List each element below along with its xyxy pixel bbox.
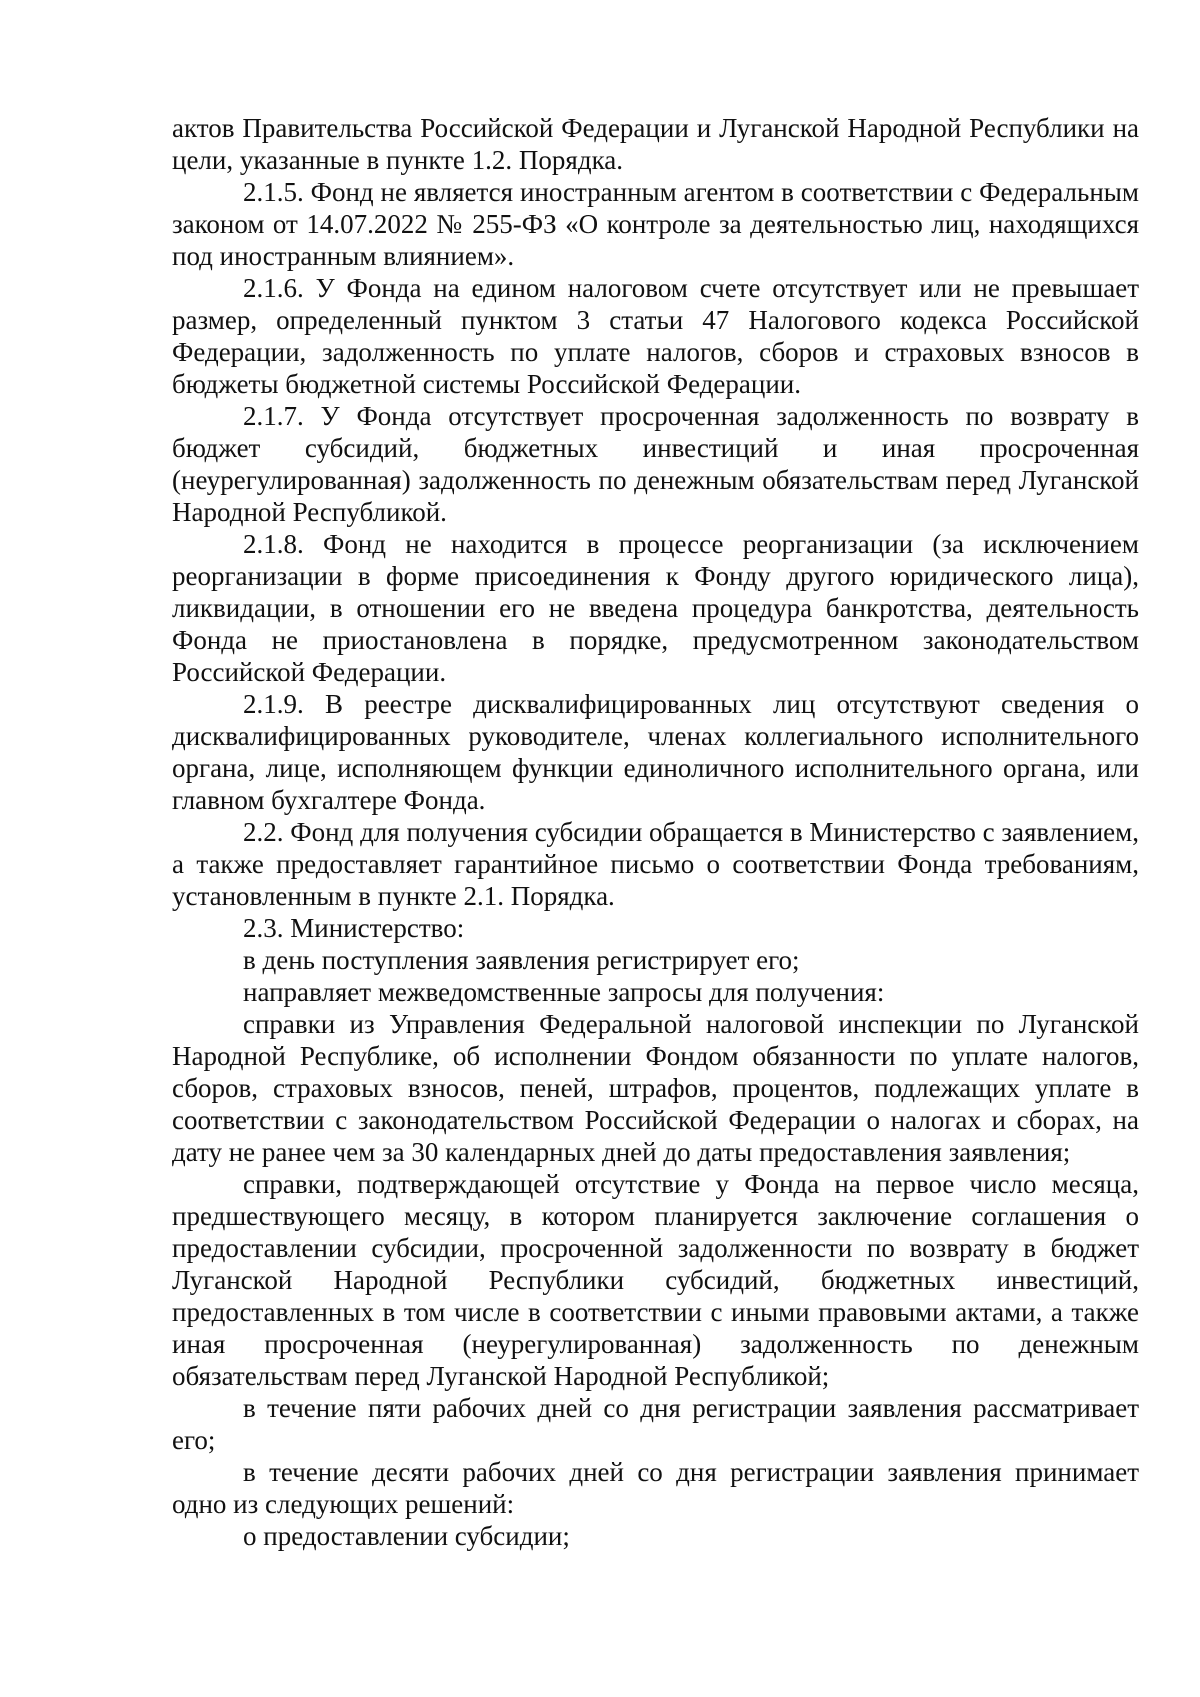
document-body <box>172 112 1139 1552</box>
paragraph-continuation: актов Правительства Российской Федерации и Луганской Народной Республики на цели, указанные в пункте 1.2. Порядка. <box>172 113 1139 175</box>
paragraph-2-2: 2.2. Фонд для получения субсидии обращается в Министерство с заявлением, а также предоставляет гарантийное письмо о соответствии Фонда требованиям, установленным в пункте 2.1. Порядка. <box>172 817 1139 911</box>
paragraph-review-period: в течение пяти рабочих дней со дня регистрации заявления рассматривает его; <box>172 1393 1139 1455</box>
paragraph-interagency-requests: направляет межведомственные запросы для получения: <box>243 977 885 1007</box>
paragraph-2-1-7: 2.1.7. У Фонда отсутствует просроченная задолженность по возврату в бюджет субсидий, бюджетных инвестиций и иная просроченная (неурегулированная) задолженность по денежным обязательствам перед Луганской Народной Республикой. <box>172 401 1139 527</box>
paragraph-2-1-9: 2.1.9. В реестре дисквалифицированных лиц отсутствуют сведения о дисквалифицированных руководителе, членах коллегиального исполнительного органа, лице, исполняющем функции единоличного исполнительного органа, или главном бухгалтере Фонда. <box>172 689 1139 815</box>
paragraph-debt-certificate: справки, подтверждающей отсутствие у Фонда на первое число месяца, предшествующего месяцу, в котором планируется заключение соглашения о предоставлении субсидии, просроченной задолженности по возврату в бюджет Луганской Народной Республики субсидий, бюджетных инвестиций, предоставленных в том числе в соответствии с иными правовыми актами, а также иная просроченная (неурегулированная) задолженность по денежным обязательствам перед Луганской Народной Республикой; <box>172 1169 1139 1391</box>
paragraph-decision-period: в течение десяти рабочих дней со дня регистрации заявления принимает одно из следующих решений: <box>172 1457 1139 1519</box>
paragraph-2-1-8: 2.1.8. Фонд не находится в процессе реорганизации (за исключением реорганизации в форме присоединения к Фонду другого юридического лица), ликвидации, в отношении его не введена процедура банкротства, деятельность Фонда не приостановлена в порядке, предусмотренном законодательством Российской Федерации. <box>172 529 1139 687</box>
paragraph-2-3: 2.3. Министерство: <box>243 913 465 943</box>
paragraph-2-1-6: 2.1.6. У Фонда на едином налоговом счете отсутствует или не превышает размер, определенный пунктом 3 статьи 47 Налогового кодекса Российской Федерации, задолженность по уплате налогов, сборов и страховых взносов в бюджеты бюджетной системы Российской Федерации. <box>172 273 1139 399</box>
paragraph-tax-certificate: справки из Управления Федеральной налоговой инспекции по Луганской Народной Республике, об исполнении Фондом обязанности по уплате налогов, сборов, страховых взносов, пеней, штрафов, процентов, подлежащих уплате в соответствии с законодательством Российской Федерации о налогах и сборах, на дату не ранее чем за 30 календарных дней до даты предоставления заявления; <box>172 1009 1139 1167</box>
paragraph-grant-decision: о предоставлении субсидии; <box>243 1521 570 1551</box>
paragraph-registration: в день поступления заявления регистрирует его; <box>243 945 800 975</box>
paragraph-2-1-5: 2.1.5. Фонд не является иностранным агентом в соответствии с Федеральным законом от 14.07.2022 № 255-ФЗ «О контроле за деятельностью лиц, находящихся под иностранным влиянием». <box>172 177 1139 271</box>
